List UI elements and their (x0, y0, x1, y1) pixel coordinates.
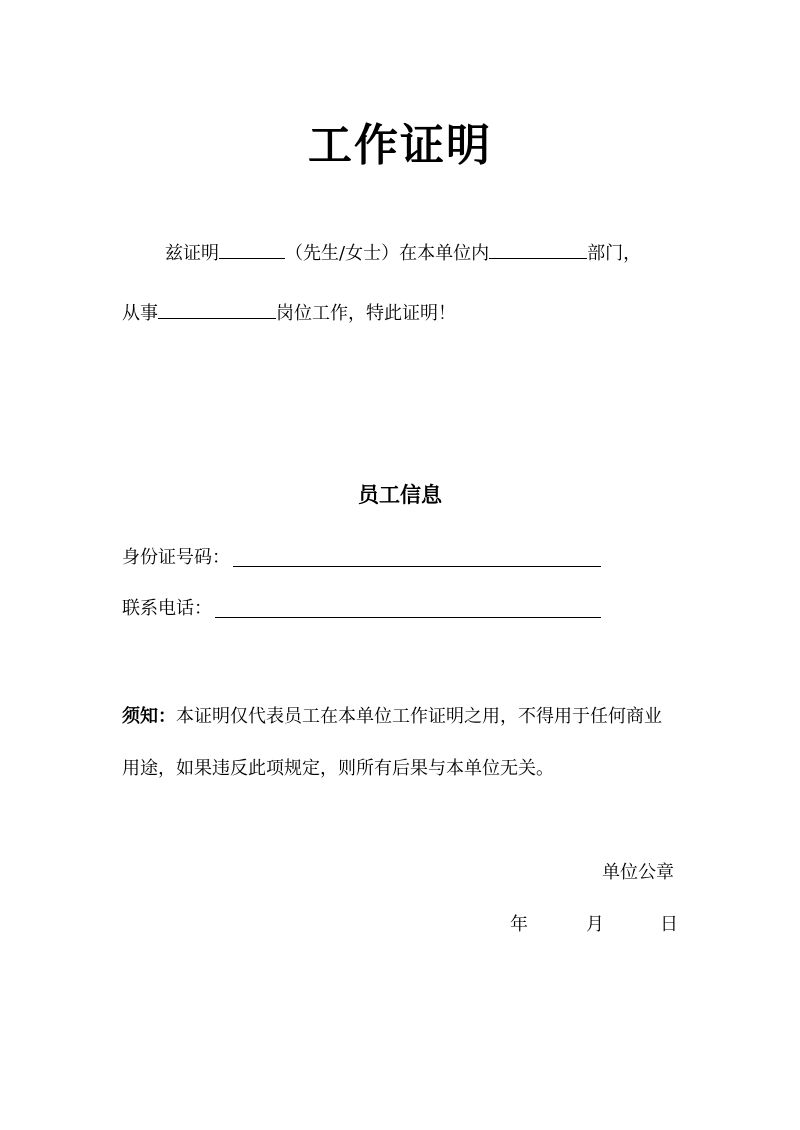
employee-info-heading: 员工信息 (358, 483, 442, 507)
certify-text-title: （先生/女士）在本单位内 (285, 243, 490, 264)
name-blank[interactable] (219, 238, 285, 259)
phone-field[interactable] (215, 617, 601, 618)
date-month-label: 月 (586, 914, 604, 935)
date-year-label: 年 (510, 914, 528, 935)
position-blank[interactable] (158, 298, 276, 319)
notice-label: 须知： (122, 706, 176, 727)
phone-label: 联系电话： (122, 598, 212, 619)
notice-line-1 (122, 704, 662, 730)
id-number-label: 身份证号码： (122, 547, 230, 568)
id-number-field[interactable] (233, 566, 601, 567)
certify-line-1 (165, 238, 641, 267)
certify-text-department: 部门， (587, 243, 642, 264)
department-blank[interactable] (489, 238, 587, 259)
certify-text-end: 岗位工作，特此证明！ (276, 303, 456, 324)
notice-line-2: 用途，如果违反此项规定，则所有后果与本单位无关。 (122, 758, 554, 779)
document-title: 工作证明 (308, 120, 492, 171)
date-day-label: 日 (660, 914, 678, 935)
company-seal-label: 单位公章 (602, 862, 674, 883)
certify-line-2 (122, 298, 456, 327)
certify-text-start: 兹证明 (165, 243, 219, 264)
notice-text-1: 本证明仅代表员工在本单位工作证明之用，不得用于任何商业 (176, 706, 662, 727)
certify-text-engaged: 从事 (122, 303, 158, 324)
